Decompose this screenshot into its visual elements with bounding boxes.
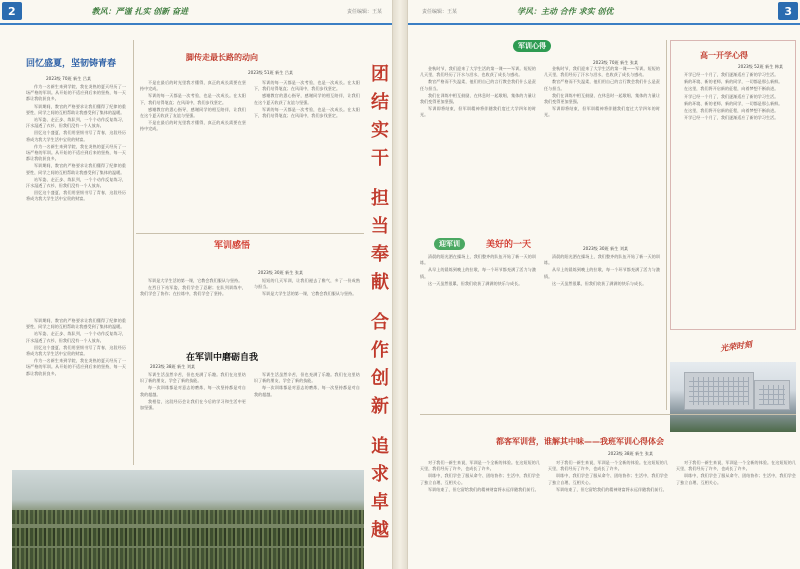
article-body: 军训是大学生活的第一课，它教会我们服从与坚持。 在烈日下站军姿，我们学会了忍耐；在队列训练中，我们学会了协作；在拉练中，我们学会了坚持。 短短的几天军训，让我们褪去了稚气，多了一份成熟与担当。 军训是大学生活的第一课，它教会我们服从与坚持。 <box>140 278 360 297</box>
page-number-badge <box>2 2 22 20</box>
article-byline: 2023级 52班 新生 韩某 <box>738 64 784 69</box>
section-tag: 迎军训 <box>434 238 465 250</box>
article-byline: 2023级 51班 新生 吕某 <box>248 70 294 75</box>
article-body: 军训生活虽然辛苦，但也充满了乐趣。我们在这里结识了新的朋友，学会了新的技能。 每一次训练都是对意志的磨炼，每一次坚持都是对自我的超越。 我相信，这段经历会让我们在今后的学习和生活中更加坚强。 军训生活虽然辛苦，但也充满了乐趣。我们在这里结识了新的朋友，学会了新的技能。 每一次训练都是对意志的磨炼，每一次坚持都是对自我的超越。 <box>140 372 360 411</box>
article-body: 对于我们一新生来说，军训是一个全新的体验。在这短短的几天里，我们经历了许多，也成长了许多。 训练中，我们学会了服从命令、团结协作；生活中，我们学会了独立自理、互相关心。 军训结束了，但它留给我们的精神财富将永远伴随我们前行。 对于我们一新生来说，军训是一个全新的体验。在这短短的几天里，我们经历了许多，也成长了许多。 训练中，我们学会了服从命令、团结协作；生活中，我们学会了独立自理、互相关心。 军训结束了，但它留给我们的精神财富将永远伴随我们前行。 对于我们一新生来说，军训是一个全新的体验。在这短短的几天里，我们经历了许多，也成长了许多。 训练中，我们学会了服从命令、团结协作；生活中，我们学会了独立自理、互相关心。 <box>420 460 796 492</box>
article-body: 金秋时节，我们迎来了大学生活的第一课——军训。短短的几天里，我们经历了汗水与泪水，也收获了成长与感动。 教官严格而不失温柔，他们用自己的言行教会我们什么是责任与担当。 我们在训练中相互鼓励，在休息时一起歌唱，集体的力量让我们变得更加坚强。 军训即将结束，但军训精神将伴随我们度过大学四年的时光。 金秋时节，我们迎来了大学生活的第一课——军训。短短的几天里，我们经历了汗水与泪水，也收获了成长与感动。 教官严格而不失温柔，他们用自己的言行教会我们什么是责任与担当。 我们在训练中相互鼓励，在休息时一起歌唱，集体的力量让我们变得更加坚强。 军训即将结束，但军训精神将伴随我们度过大学四年的时光。 <box>420 66 660 118</box>
parade-photo <box>12 470 364 569</box>
article-byline: 2023级 70班 新生 张某 <box>593 60 639 65</box>
header-rule <box>0 23 392 25</box>
section-divider <box>420 414 796 415</box>
soldier-formation <box>12 528 364 546</box>
article-title: 都客军训营，谁解其中味——我班军训心得体会 <box>496 437 664 446</box>
article-byline: 2023级 30班 新生 刘某 <box>583 246 629 251</box>
article-body: 作为一名新生来到学院，我在炎热的夏天经历了一场严格的军训。从开始的不适应到后来的坚持，每一天都让我收获良多。 军训期间，教官的严格要求让我们懂得了纪律的重要性，同学之间的互相帮助让我感受到了集体的温暖。 站军姿、走正步、练队列，一个个动作反复练习，汗水湿透了衣衫，但我们没有一个人放弃。 回忆这个盛夏，我们用坚韧书写了青春，这段经历将成为我大学生活中宝贵的财富。 作为一名新生来到学院，我在炎热的夏天经历了一场严格的军训。从开始的不适应到后来的坚持，每一天都让我收获良多。 军训期间，教官的严格要求让我们懂得了纪律的重要性，同学之间的互相帮助让我感受到了集体的温暖。 站军姿、走正步、练队列，一个个动作反复练习，汗水湿透了衣衫，但我们没有一个人放弃。 回忆这个盛夏，我们用坚韧书写了青春，这段经历将成为我大学生活中宝贵的财富。 <box>26 84 126 202</box>
soldier-formation <box>12 510 364 524</box>
section-divider <box>136 233 364 234</box>
article-title: 军训感悟 <box>214 241 251 251</box>
article-title: 脚传走最长路的动向 <box>186 52 258 62</box>
article-body: 不是在最后的时光里我才懂得，真正的成长需要在坚持中完成。 军训的每一天都是一次考验，也是一次成长。在太阳下，我们站得笔直；在风雨中，我们步伐坚定。 感谢教官的悉心指导，感谢同学的相互陪伴，让我们在这个夏天收获了友谊与坚强。 不是在最后的时光里我才懂得，真正的成长需要在坚持中完成。 军训的每一天都是一次考验，也是一次成长。在太阳下，我们站得笔直；在风雨中，我们步伐坚定。 感谢教官的悉心指导，感谢同学的相互陪伴，让我们在这个夏天收获了友谊与坚强。 军训的每一天都是一次考验，也是一次成长。在太阳下，我们站得笔直；在风雨中，我们步伐坚定。 <box>140 80 360 132</box>
article-body: 清晨的阳光洒在操场上，我们整齐的队伍开始了新一天的训练。 从早上的晨练到晚上的拉歌，每一个环节都充满了活力与激情。 这一天虽然很累，但我们收获了满满的快乐与成长。 清晨的阳光洒在操场上，我们整齐的队伍开始了新一天的训练。 从早上的晨练到晚上的拉歌，每一个环节都充满了活力与激情。 这一天虽然很累，但我们收获了满满的快乐与成长。 <box>420 254 660 286</box>
right-page <box>407 0 800 569</box>
article-title: 在军训中磨砺自我 <box>186 353 259 363</box>
left-header <box>0 0 392 22</box>
article-byline: 2023级 38班 新生 张某 <box>608 451 654 456</box>
column-divider <box>666 40 667 410</box>
brush-calligraphy-logo: 光荣时刻 <box>719 338 753 354</box>
page-number: 3 <box>784 4 792 18</box>
column-divider <box>133 40 134 465</box>
header-slogan: 学风：主动 合作 求实 创优 <box>517 6 614 16</box>
article-byline: 2023级 70班 新生 吕某 <box>46 76 92 81</box>
page-number-badge <box>778 2 798 20</box>
page-number: 2 <box>8 4 16 18</box>
article-body: 开学已经一个月了，我们逐渐适应了新的学习生活。 新的环境、新的老师、新的同学，一切都是那么新鲜。 在这里，我们将开启新的征程，向着梦想不断前进。 开学已经一个月了，我们逐渐适应了新的学习生活。 新的环境、新的老师、新的同学，一切都是那么新鲜。 在这里，我们将开启新的征程，向着梦想不断前进。 开学已经一个月了，我们逐渐适应了新的学习生活。 <box>684 72 783 121</box>
article-title: 回忆盛夏，坚韧铸青春 <box>26 59 117 69</box>
page-gutter <box>393 0 407 569</box>
vertical-slogan: 团 结 实 干 担 当 奉 献 合 作 创 新 追 求 卓 越 <box>371 64 389 541</box>
header-editor: 责任编辑：王某 <box>422 8 458 15</box>
soldier-formation <box>12 548 364 569</box>
left-page <box>0 0 393 569</box>
campus-building-photo <box>670 362 796 432</box>
article-body: 军训期间，教官的严格要求让我们懂得了纪律的重要性，同学之间的互相帮助让我感受到了集体的温暖。 站军姿、走正步、练队列，一个个动作反复练习，汗水湿透了衣衫，但我们没有一个人放弃。 回忆这个盛夏，我们用坚韧书写了青春，这段经历将成为我大学生活中宝贵的财富。 作为一名新生来到学院，我在炎热的夏天经历了一场严格的军训。从开始的不适应到后来的坚持，每一天都让我收获良多。 <box>26 318 126 376</box>
article-byline: 2023级 30班 新生 张某 <box>258 270 304 275</box>
header-slogan: 教风：严谨 扎实 创新 奋进 <box>91 6 189 16</box>
section-title: 美好的一天 <box>486 240 532 250</box>
section-tag: 军训心得 <box>513 40 551 52</box>
building <box>684 372 754 410</box>
header-editor: 责任编辑：王某 <box>346 8 382 15</box>
right-header <box>408 0 800 22</box>
building <box>754 380 790 410</box>
article-byline: 2023级 38班 新生 刘某 <box>150 364 196 369</box>
article-title: 高一开学心得 <box>700 50 748 60</box>
header-rule <box>408 23 800 25</box>
